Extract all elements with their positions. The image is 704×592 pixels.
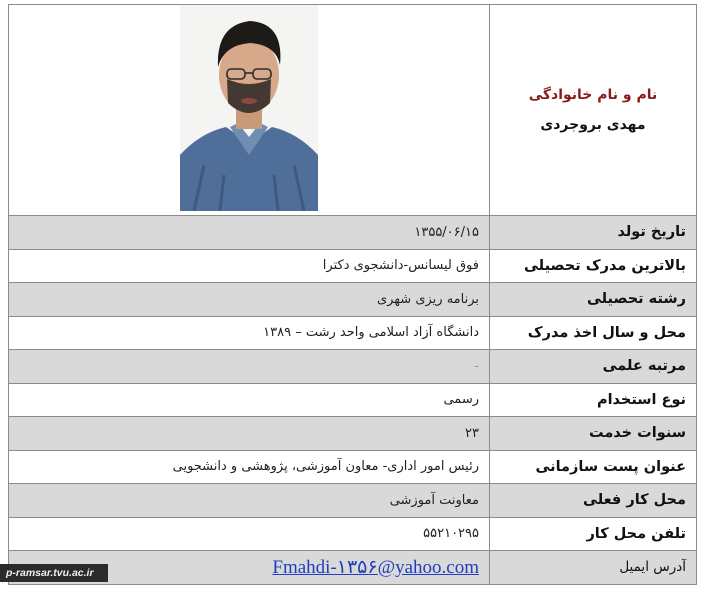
row-service-years	[9, 417, 697, 451]
value-employment-type: رسمی	[9, 383, 490, 417]
row-degree-place	[9, 316, 697, 350]
label-field: رشته تحصیلی	[490, 283, 697, 317]
row-email	[9, 551, 697, 585]
label-academic-rank: مرتبه علمی	[490, 350, 697, 384]
value-field: برنامه ریزی شهری	[9, 283, 490, 317]
profile-sheet	[8, 4, 696, 586]
name-value: مهدی بروجردی	[540, 117, 646, 133]
label-work-phone: تلفن محل کار	[490, 517, 697, 551]
email-link[interactable]: Fmahdi-۱۳۵۶@yahoo.com	[272, 556, 479, 578]
value-service-years: ۲۳	[9, 417, 490, 451]
label-degree: بالاترین مدرک تحصیلی	[490, 249, 697, 283]
name-cell	[490, 5, 697, 216]
profile-table	[8, 4, 697, 585]
value-degree: فوق لیسانس-دانشجوی دکترا	[9, 249, 490, 283]
name-title: نام و نام خانوادگی	[528, 87, 658, 103]
row-birth-date	[9, 216, 697, 250]
header-row	[9, 5, 697, 216]
label-birth-date: تاریخ تولد	[490, 216, 697, 250]
label-employment-type: نوع استخدام	[490, 383, 697, 417]
row-workplace	[9, 484, 697, 518]
value-birth-date: ۱۳۵۵/۰۶/۱۵	[9, 216, 490, 250]
value-position: رئیس امور اداری- معاون آموزشی، پژوهشی و دانشجویی	[9, 450, 490, 484]
row-position	[9, 450, 697, 484]
value-academic-rank: -	[9, 350, 490, 384]
label-service-years: سنوات خدمت	[490, 417, 697, 451]
row-work-phone	[9, 517, 697, 551]
label-email: آدرس ایمیل	[490, 551, 697, 585]
row-degree	[9, 249, 697, 283]
row-field	[9, 283, 697, 317]
value-workplace: معاونت آموزشی	[9, 484, 490, 518]
row-academic-rank	[9, 350, 697, 384]
profile-photo	[180, 5, 318, 211]
photo-cell	[9, 5, 490, 216]
label-position: عنوان پست سازمانی	[490, 450, 697, 484]
row-employment-type	[9, 383, 697, 417]
value-work-phone: ۵۵۲۱۰۲۹۵	[9, 517, 490, 551]
value-degree-place: دانشگاه آزاد اسلامی واحد رشت – ۱۳۸۹	[9, 316, 490, 350]
label-degree-place: محل و سال اخذ مدرک	[490, 316, 697, 350]
label-workplace: محل کار فعلی	[490, 484, 697, 518]
site-badge: p-ramsar.tvu.ac.ir	[0, 564, 108, 582]
